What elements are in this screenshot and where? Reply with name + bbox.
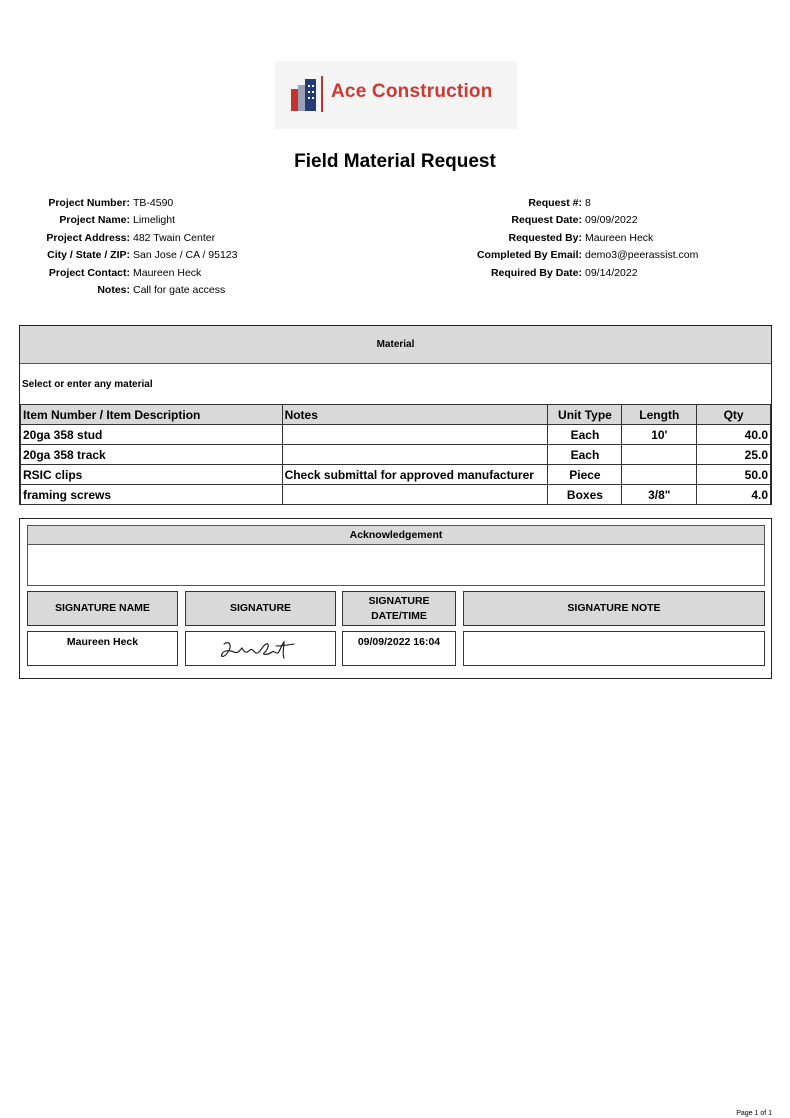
item-qty: 40.0: [697, 425, 771, 445]
required-by-date-row: [440, 265, 698, 282]
info-label: Project Contact:: [48, 266, 130, 279]
page-title: Field Material Request: [294, 151, 496, 172]
info-label: Project Number:: [48, 197, 130, 209]
item-unit-type: Piece: [548, 465, 622, 485]
item-length: 10': [622, 425, 697, 445]
info-label: Project Address:: [46, 231, 130, 244]
item-unit-type: Boxes: [548, 485, 622, 505]
info-value: San Jose / CA / 95123: [133, 249, 238, 262]
material-header: Material: [20, 326, 771, 364]
project-number-row: [20, 195, 238, 212]
acknowledgement-section: [19, 518, 772, 679]
city-state-zip-row: [20, 247, 238, 264]
table-row: [21, 485, 771, 505]
request-info: [440, 195, 698, 282]
signature-note-header: SIGNATURE NOTE: [463, 591, 765, 626]
item-description: framing screws: [21, 485, 283, 505]
info-label: Request Date:: [511, 214, 582, 227]
project-contact-row: [20, 265, 238, 282]
info-value: Call for gate access: [133, 284, 226, 297]
info-value: 09/09/2022: [585, 214, 638, 227]
signature-name-header: SIGNATURE NAME: [27, 591, 178, 626]
column-header-qty: Qty: [697, 405, 771, 425]
info-label: Completed By Email:: [476, 249, 582, 262]
item-length: [622, 445, 697, 465]
info-value: Maureen Heck: [133, 266, 202, 279]
signature-datetime-header-line1: SIGNATURE: [368, 594, 430, 607]
info-value: Maureen Heck: [585, 231, 654, 244]
material-subheader: Select or enter any material: [22, 379, 153, 390]
project-info: [20, 195, 238, 299]
project-address-row: [20, 230, 238, 247]
info-value: demo3@peerassist.com: [585, 249, 699, 262]
info-label: Required By Date:: [490, 266, 582, 279]
requested-by-row: [440, 230, 698, 247]
info-label: City / State / ZIP:: [47, 249, 130, 262]
column-header-unit-type: Unit Type: [548, 405, 622, 425]
item-notes: [282, 445, 548, 465]
company-name: Ace Construction: [331, 81, 493, 102]
item-unit-type: Each: [548, 445, 622, 465]
request-number-row: [440, 195, 698, 212]
item-qty: 4.0: [697, 485, 771, 505]
info-value: TB-4590: [133, 197, 174, 209]
signature-note-value: [463, 631, 765, 666]
acknowledgement-header: Acknowledgement: [27, 525, 765, 545]
handwritten-signature: [216, 636, 306, 664]
signature-image-cell: [185, 631, 336, 666]
building-logo-icon: [291, 77, 317, 113]
info-label: Requested By:: [508, 231, 582, 244]
item-description: 20ga 358 track: [21, 445, 283, 465]
item-length: 3/8": [622, 485, 697, 505]
info-value: 8: [585, 197, 591, 209]
item-notes: Check submittal for approved manufacturer: [282, 465, 548, 485]
logo-divider: [321, 76, 323, 112]
info-value: Limelight: [133, 214, 176, 227]
material-table: [20, 404, 771, 505]
signature-name-value: Maureen Heck: [27, 631, 178, 666]
table-row: [21, 445, 771, 465]
info-value: 09/14/2022: [585, 266, 638, 279]
info-value: 482 Twain Center: [133, 231, 216, 244]
company-logo: [275, 61, 517, 129]
acknowledgement-text-area: [27, 545, 765, 586]
info-label: Project Name:: [59, 214, 130, 227]
signature-datetime-header-line2: DATE/TIME: [371, 609, 427, 622]
item-qty: 50.0: [697, 465, 771, 485]
table-header-row: [21, 405, 771, 425]
item-description: 20ga 358 stud: [21, 425, 283, 445]
item-unit-type: Each: [548, 425, 622, 445]
signature-datetime-value: 09/09/2022 16:04: [342, 631, 456, 666]
column-header-length: Length: [622, 405, 697, 425]
table-row: [21, 425, 771, 445]
item-length: [622, 465, 697, 485]
signature-header: SIGNATURE: [185, 591, 336, 626]
info-label: Notes:: [97, 284, 130, 297]
request-date-row: [440, 212, 698, 229]
completed-by-email-row: [440, 247, 698, 264]
item-qty: 25.0: [697, 445, 771, 465]
notes-row: [20, 282, 238, 299]
item-notes: [282, 485, 548, 505]
signature-datetime-header: [342, 591, 456, 626]
column-header-item: Item Number / Item Description: [21, 405, 283, 425]
column-header-notes: Notes: [282, 405, 548, 425]
info-label: Request #:: [528, 197, 582, 209]
material-section: [19, 325, 772, 505]
item-notes: [282, 425, 548, 445]
table-row: [21, 465, 771, 485]
project-name-row: [20, 212, 238, 229]
item-description: RSIC clips: [21, 465, 283, 485]
page-number: Page 1 of 1: [736, 1110, 772, 1117]
